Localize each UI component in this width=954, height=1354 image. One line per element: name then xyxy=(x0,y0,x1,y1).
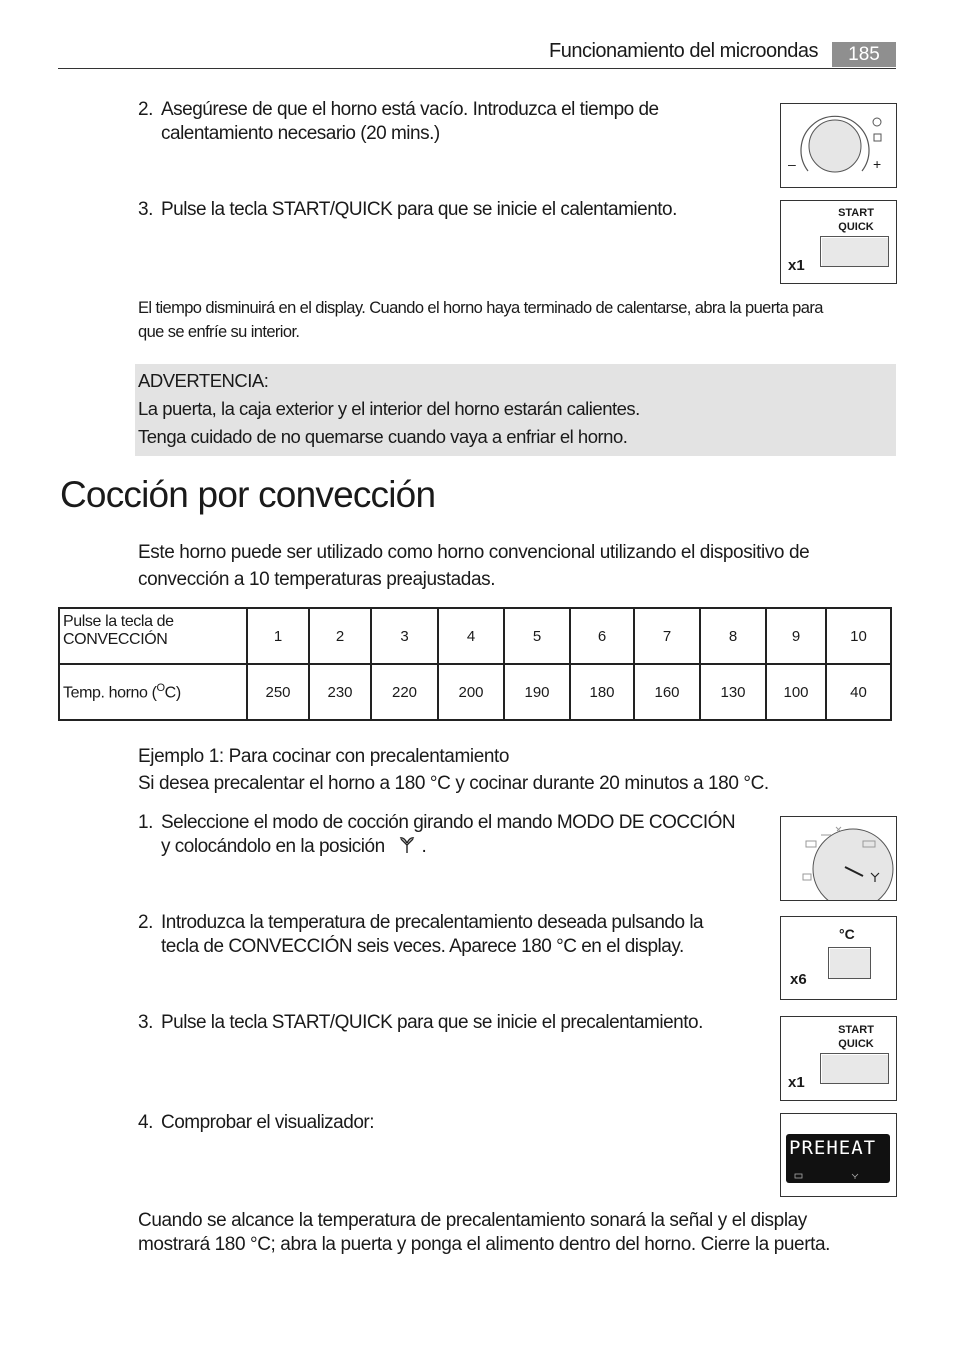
start-quick-illustration-2 xyxy=(780,1016,897,1101)
table-cell: 1 xyxy=(247,608,309,664)
example-label: Ejemplo 1: xyxy=(138,746,224,767)
step-period: . xyxy=(421,836,427,857)
table-cell: 180 xyxy=(570,664,634,720)
display-screen xyxy=(786,1134,890,1183)
table-cell: 3 xyxy=(371,608,438,664)
step-text: Introduzca la temperatura de precalentamiento deseada pulsando la xyxy=(161,912,704,933)
press-count: x1 xyxy=(788,1074,805,1091)
step-text: Asegúrese de que el horno está vacío. Introduzca el tiempo de xyxy=(161,99,659,120)
section-title: Cocción por convección xyxy=(60,474,436,515)
note-line-1: El tiempo disminuirá en el display. Cuando el horno haya terminado de calentarse, abra la puerta para xyxy=(138,299,823,317)
degree-sup: O xyxy=(156,681,165,694)
final-line-1: Cuando se alcance la temperatura de precalentamiento sonará la señal y el display xyxy=(138,1210,807,1231)
table-cell: 230 xyxy=(309,664,371,720)
convection-button-illustration xyxy=(780,916,897,1000)
table-cell: 9 xyxy=(766,608,826,664)
start-quick-illustration-1 xyxy=(780,200,897,284)
header-divider xyxy=(58,68,896,69)
step-text-cont: tecla de CONVECCIÓN seis veces. Aparece 180 °C en el display. xyxy=(161,936,684,957)
temp-label: Temp. horno ( xyxy=(63,684,157,702)
table-cell: 40 xyxy=(826,664,891,720)
display-text: PREHEAT xyxy=(789,1137,877,1159)
warning-box xyxy=(135,364,896,456)
table-cell: 220 xyxy=(371,664,438,720)
convection-key-label: CONVECCIÓN xyxy=(63,631,168,648)
start-quick-button-icon xyxy=(820,1053,889,1084)
step-2-top xyxy=(138,98,659,146)
step-number: 1. xyxy=(138,812,153,833)
dial-plus-label: + xyxy=(873,156,882,172)
start-quick-button-icon xyxy=(820,236,889,267)
example-description: Si desea precalentar el horno a 180 °C y cocinar durante 20 minutos a 180 °C. xyxy=(138,773,769,794)
example-title: Para cocinar con precalentamiento xyxy=(223,746,510,767)
table-row-presses xyxy=(59,608,891,664)
step-2-bottom xyxy=(138,911,703,959)
table-cell: 4 xyxy=(438,608,504,664)
press-count: x1 xyxy=(788,257,805,274)
page-number: 185 xyxy=(832,42,896,67)
table-cell: 100 xyxy=(766,664,826,720)
note-line-2: que se enfríe su interior. xyxy=(138,323,300,341)
example-block xyxy=(138,743,769,797)
table-cell: 250 xyxy=(247,664,309,720)
convection-temperature-table xyxy=(58,607,892,721)
dial-minus-label: – xyxy=(788,156,796,172)
table-cell: 160 xyxy=(634,664,700,720)
final-paragraph xyxy=(138,1209,830,1257)
step-number: 3. xyxy=(138,1012,153,1033)
step-text-cont: calentamiento necesario (20 mins.) xyxy=(161,123,440,144)
note-text xyxy=(138,296,823,344)
step-1-bottom xyxy=(138,811,735,859)
table-cell: 10 xyxy=(826,608,891,664)
step-text-cont: y colocándolo en la posición xyxy=(161,836,385,857)
intro-line-1: Este horno puede ser utilizado como horno convencional utilizando el dispositivo de xyxy=(138,542,810,563)
warning-line-1: La puerta, la caja exterior y el interior del horno estarán calientes. xyxy=(138,398,640,419)
quick-label: QUICK xyxy=(838,221,874,233)
display-status-icons xyxy=(794,1172,884,1180)
convection-button-icon xyxy=(828,947,871,979)
start-label: START xyxy=(838,1024,874,1036)
dial-icon xyxy=(781,104,896,187)
cooking-mode-dial-illustration xyxy=(780,816,897,901)
table-cell: 190 xyxy=(504,664,570,720)
table-cell: 8 xyxy=(700,608,766,664)
table-cell: 2 xyxy=(309,608,371,664)
step-3-bottom xyxy=(138,1011,703,1035)
step-text: Seleccione el modo de cocción girando el mando MODO DE COCCIÓN xyxy=(161,812,736,833)
warning-line-2: Tenga cuidado de no quemarse cuando vaya a enfriar el horno. xyxy=(138,426,628,447)
press-count: x6 xyxy=(790,971,807,988)
step-4-bottom xyxy=(138,1111,374,1135)
step-number: 3. xyxy=(138,199,153,220)
table-cell: 6 xyxy=(570,608,634,664)
table-cell: 200 xyxy=(438,664,504,720)
display-illustration xyxy=(780,1113,897,1197)
temp-label-end: C) xyxy=(164,684,181,702)
fan-icon xyxy=(389,836,421,854)
table-header-presses xyxy=(59,608,247,664)
table-cell: 130 xyxy=(700,664,766,720)
final-line-2: mostrará 180 °C; abra la puerta y ponga el alimento dentro del horno. Cierre la puerta. xyxy=(138,1234,831,1255)
step-3-top xyxy=(138,198,677,222)
step-number: 2. xyxy=(138,912,153,933)
header-title: Funcionamiento del microondas xyxy=(549,40,818,62)
table-cell: 5 xyxy=(504,608,570,664)
table-cell: 7 xyxy=(634,608,700,664)
timer-dial-illustration xyxy=(780,103,897,188)
step-number: 2. xyxy=(138,99,153,120)
section-intro xyxy=(138,539,809,593)
warning-title: ADVERTENCIA: xyxy=(138,370,269,391)
step-text: Pulse la tecla START/QUICK para que se inicie el precalentamiento. xyxy=(161,1012,703,1033)
presses-label: Pulse la tecla de xyxy=(63,613,174,630)
mode-dial-icon xyxy=(781,817,896,900)
table-row-temps xyxy=(59,664,891,720)
start-label: START xyxy=(838,207,874,219)
step-text: Comprobar el visualizador: xyxy=(161,1112,374,1133)
quick-label: QUICK xyxy=(838,1038,874,1050)
intro-line-2: convección a 10 temperaturas preajustadas. xyxy=(138,569,496,590)
step-text: Pulse la tecla START/QUICK para que se inicie el calentamiento. xyxy=(161,199,677,220)
celsius-label: °C xyxy=(839,926,855,942)
table-header-temps xyxy=(59,664,247,720)
step-number: 4. xyxy=(138,1112,153,1133)
